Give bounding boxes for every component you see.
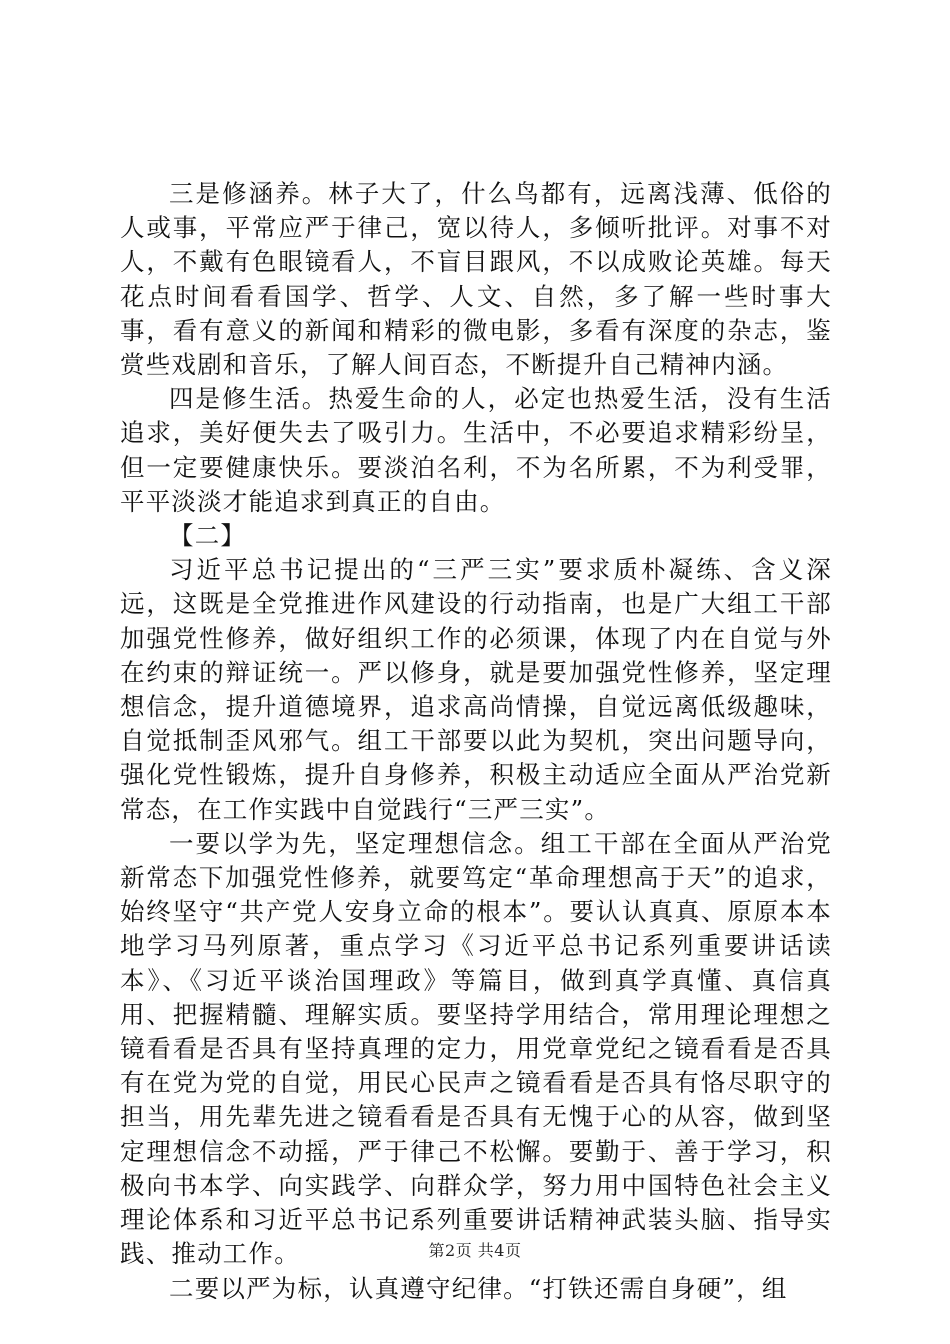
document-body: [120, 177, 832, 1306]
paragraph-cultivate-self: 三是修涵养。林子大了，什么鸟都有，远离浅薄、低俗的人或事，平常应严于律己，宽以待人，多倾听批评。对事不对人，不戴有色眼镜看人，不盲目跟风，不以成败论英雄。每天花点时间看看国学、哲学、人文、自然，多了解一些时事大事，看有意义的新闻和精彩的微电影，多看有深度的杂志，鉴赏些戏剧和音乐，了解人间百态，不断提升自己精神内涵。: [120, 179, 832, 380]
paragraph-three-stricts: 习近平总书记提出的“三严三实”要求质朴凝练、含义深远，这既是全党推进作风建设的行动指南，也是广大组工干部加强党性修养，做好组织工作的必须课，体现了内在自觉与外在约束的辩证统一。严以修身，就是要加强党性修养，坚定理想信念，提升道德境界，追求高尚情操，自觉远离低级趣味，自觉抵制歪风邪气。组工干部要以此为契机，突出问题导向，强化党性锻炼，提升自身修养，积极主动适应全面从严治党新常态，在工作实践中自觉践行“三严三实”。: [120, 555, 832, 824]
paragraph-discipline: 二要以严为标，认真遵守纪律。“打铁还需自身硬”，组: [169, 1273, 788, 1303]
paragraph-cultivate-life: 四是修生活。热爱生命的人，必定也热爱生活，没有生活追求，美好便失去了吸引力。生活中，不必要追求精彩纷呈，但一定要健康快乐。要淡泊名利，不为名所累，不为利受罪，平平淡淡才能追求到真正的自由。: [120, 384, 832, 516]
page-footer: 第2页 共4页: [428, 1241, 522, 1260]
paragraph-study-first: 一要以学为先，坚定理想信念。组工干部在全面从严治党新常态下加强党性修养，就要笃定“革命理想高于天”的追求，始终坚守“共产党人安身立命的根本”。要认认真真、原原本本地学习马列原著，重点学习《习近平总书记系列重要讲话读本》、《习近平谈治国理政》等篇目，做到真学真懂、真信真用、把握精髓、理解实质。要坚持学用结合，常用理论理想之镜看看是否具有坚持真理的定力，用党章党纪之镜看看是否具有在党为党的自觉，用民心民声之镜看看是否具有恪尽职守的担当，用先辈先进之镜看看是否具有无愧于心的从容，做到坚定理想信念不动摇，严于律己不松懈。要勤于、善于学习，积极向书本学、向实践学、向群众学，努力用中国特色社会主义理论体系和习近平总书记系列重要讲话精神武装头脑、指导实践、推动工作。: [120, 828, 832, 1269]
section-heading-two: 【二】: [169, 521, 247, 551]
